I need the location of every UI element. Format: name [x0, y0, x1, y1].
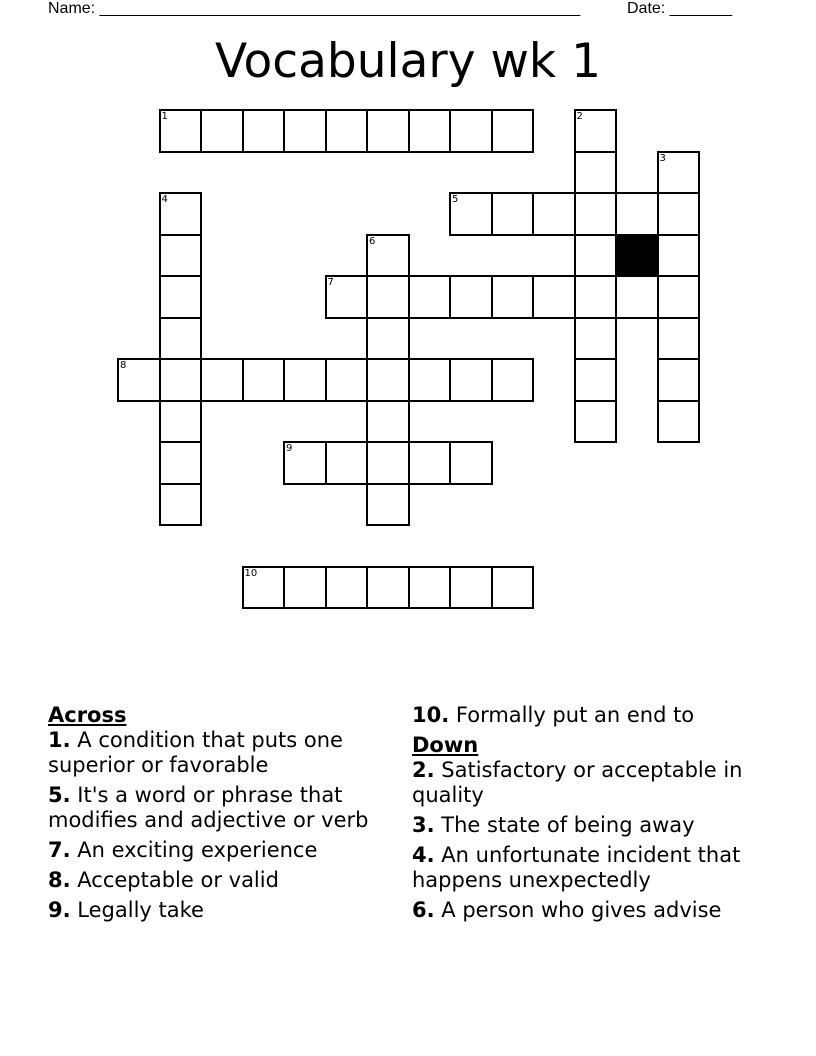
- clue-number: 1.: [48, 728, 71, 752]
- grid-cell[interactable]: [325, 441, 369, 485]
- clue-number: 10.: [412, 703, 450, 727]
- clue-number: 5.: [48, 783, 71, 807]
- grid-cell[interactable]: [366, 483, 410, 527]
- grid-cell[interactable]: [159, 109, 203, 153]
- page-title: Vocabulary wk 1: [215, 34, 601, 89]
- grid-cell[interactable]: [574, 358, 618, 402]
- clue-number: 6: [369, 235, 376, 247]
- grid-cell[interactable]: [408, 109, 452, 153]
- clue-number: 9: [286, 443, 293, 454]
- clue-text: Legally take: [77, 898, 204, 922]
- grid-cell[interactable]: [657, 234, 701, 278]
- clue-number: 4.: [412, 843, 435, 867]
- grid-cell[interactable]: [574, 234, 618, 278]
- grid-cell[interactable]: [657, 400, 701, 444]
- grid-cell[interactable]: [449, 441, 493, 485]
- black-cell: [615, 234, 659, 278]
- clue-number: 7.: [48, 838, 71, 862]
- clue-number: 5: [452, 194, 459, 205]
- grid-cell[interactable]: [532, 275, 576, 319]
- grid-cell[interactable]: [117, 358, 161, 402]
- grid-cell[interactable]: [449, 192, 493, 236]
- grid-cell[interactable]: [657, 358, 701, 402]
- clue-text: It's a word or phrase that modifies and adjective or verb: [48, 783, 369, 832]
- clue-number: 4: [161, 194, 168, 205]
- grid-cell[interactable]: [491, 566, 535, 610]
- grid-cell[interactable]: [449, 358, 493, 402]
- clue-text: Satisfactory or acceptable in quality: [412, 758, 743, 807]
- grid-cell[interactable]: [574, 275, 618, 319]
- grid-cell[interactable]: [491, 275, 535, 319]
- grid-cell[interactable]: [615, 275, 659, 319]
- clue-number: 9.: [48, 898, 71, 922]
- grid-cell[interactable]: [408, 566, 452, 610]
- grid-cell[interactable]: [532, 192, 576, 236]
- grid-cell[interactable]: [242, 566, 286, 610]
- grid-cell[interactable]: [574, 151, 618, 195]
- clue-item: [48, 838, 408, 863]
- clue-number: 6.: [412, 898, 435, 922]
- grid-cell[interactable]: [574, 109, 618, 153]
- grid-cell[interactable]: [283, 358, 327, 402]
- grid-cell[interactable]: [242, 358, 286, 402]
- grid-cell[interactable]: [325, 109, 369, 153]
- grid-cell[interactable]: [325, 566, 369, 610]
- grid-cell[interactable]: [366, 358, 410, 402]
- grid-cell[interactable]: [366, 400, 410, 444]
- clue-text: Formally put an end to: [455, 703, 695, 727]
- clue-text: An exciting experience: [77, 838, 318, 862]
- clue-text: The state of being away: [441, 813, 695, 837]
- grid-cell[interactable]: [491, 192, 535, 236]
- clues-left-column: [48, 703, 408, 928]
- date-field: Date: _______: [627, 0, 732, 17]
- clue-item: [412, 813, 772, 838]
- clue-item: [412, 703, 772, 728]
- grid-cell[interactable]: [283, 441, 327, 485]
- grid-cell[interactable]: [283, 566, 327, 610]
- grid-cell[interactable]: [408, 275, 452, 319]
- grid-cell[interactable]: [449, 566, 493, 610]
- grid-cell[interactable]: [366, 317, 410, 361]
- grid-cell[interactable]: [491, 109, 535, 153]
- grid-cell[interactable]: [242, 109, 286, 153]
- grid-cell[interactable]: [159, 441, 203, 485]
- clue-text: Acceptable or valid: [77, 868, 279, 892]
- clue-item: [48, 728, 408, 778]
- grid-cell[interactable]: [366, 275, 410, 319]
- clue-text: An unfortunate incident that happens unexpectedly: [412, 843, 741, 892]
- clue-number: 7: [327, 277, 334, 288]
- grid-cell[interactable]: [283, 109, 327, 153]
- grid-cell[interactable]: [408, 441, 452, 485]
- across-heading: Across: [48, 703, 127, 727]
- grid-cell[interactable]: [574, 192, 618, 236]
- clue-item: [412, 843, 772, 893]
- down-heading: Down: [412, 733, 479, 757]
- clue-number: 2: [576, 111, 583, 122]
- clue-item: [48, 898, 408, 923]
- clue-number: 8.: [48, 868, 71, 892]
- grid-cell[interactable]: [200, 109, 244, 153]
- grid-cell[interactable]: [657, 192, 701, 236]
- grid-cell[interactable]: [159, 275, 203, 319]
- clues-right-column: [412, 703, 772, 928]
- grid-cell[interactable]: [657, 317, 701, 361]
- grid-cell[interactable]: [574, 317, 618, 361]
- grid-cell[interactable]: [491, 358, 535, 402]
- grid-cell[interactable]: [159, 192, 203, 236]
- grid-cell[interactable]: [408, 358, 452, 402]
- clue-number: 3.: [412, 813, 435, 837]
- grid-cell[interactable]: [366, 441, 410, 485]
- clue-number: 3: [659, 152, 666, 164]
- clue-item: [48, 868, 408, 893]
- grid-cell[interactable]: [200, 358, 244, 402]
- grid-cell[interactable]: [159, 483, 203, 527]
- grid-cell[interactable]: [159, 358, 203, 402]
- clue-number: 8: [120, 360, 127, 371]
- grid-cell[interactable]: [615, 192, 659, 236]
- grid-cell[interactable]: [366, 234, 410, 278]
- grid-cell[interactable]: [159, 317, 203, 361]
- grid-cell[interactable]: [657, 275, 701, 319]
- clue-number: 1: [161, 111, 168, 122]
- grid-cell[interactable]: [159, 400, 203, 444]
- clue-number: 2.: [412, 758, 435, 782]
- grid-cell[interactable]: [366, 109, 410, 153]
- clue-item: [412, 758, 772, 808]
- grid-cell[interactable]: [449, 275, 493, 319]
- grid-cell[interactable]: [325, 275, 369, 319]
- grid-cell[interactable]: [574, 400, 618, 444]
- grid-cell[interactable]: [366, 566, 410, 610]
- grid-cell[interactable]: [325, 358, 369, 402]
- clue-number: 10: [244, 567, 258, 579]
- grid-cell[interactable]: [159, 234, 203, 278]
- clue-item: [412, 898, 772, 923]
- clue-text: A person who gives advise: [441, 898, 722, 922]
- clue-item: [48, 783, 408, 833]
- clue-text: A condition that puts one superior or favorable: [48, 728, 343, 777]
- grid-cell[interactable]: [657, 151, 701, 195]
- name-field: Name: ______________________________________________________: [48, 0, 581, 17]
- grid-cell[interactable]: [449, 109, 493, 153]
